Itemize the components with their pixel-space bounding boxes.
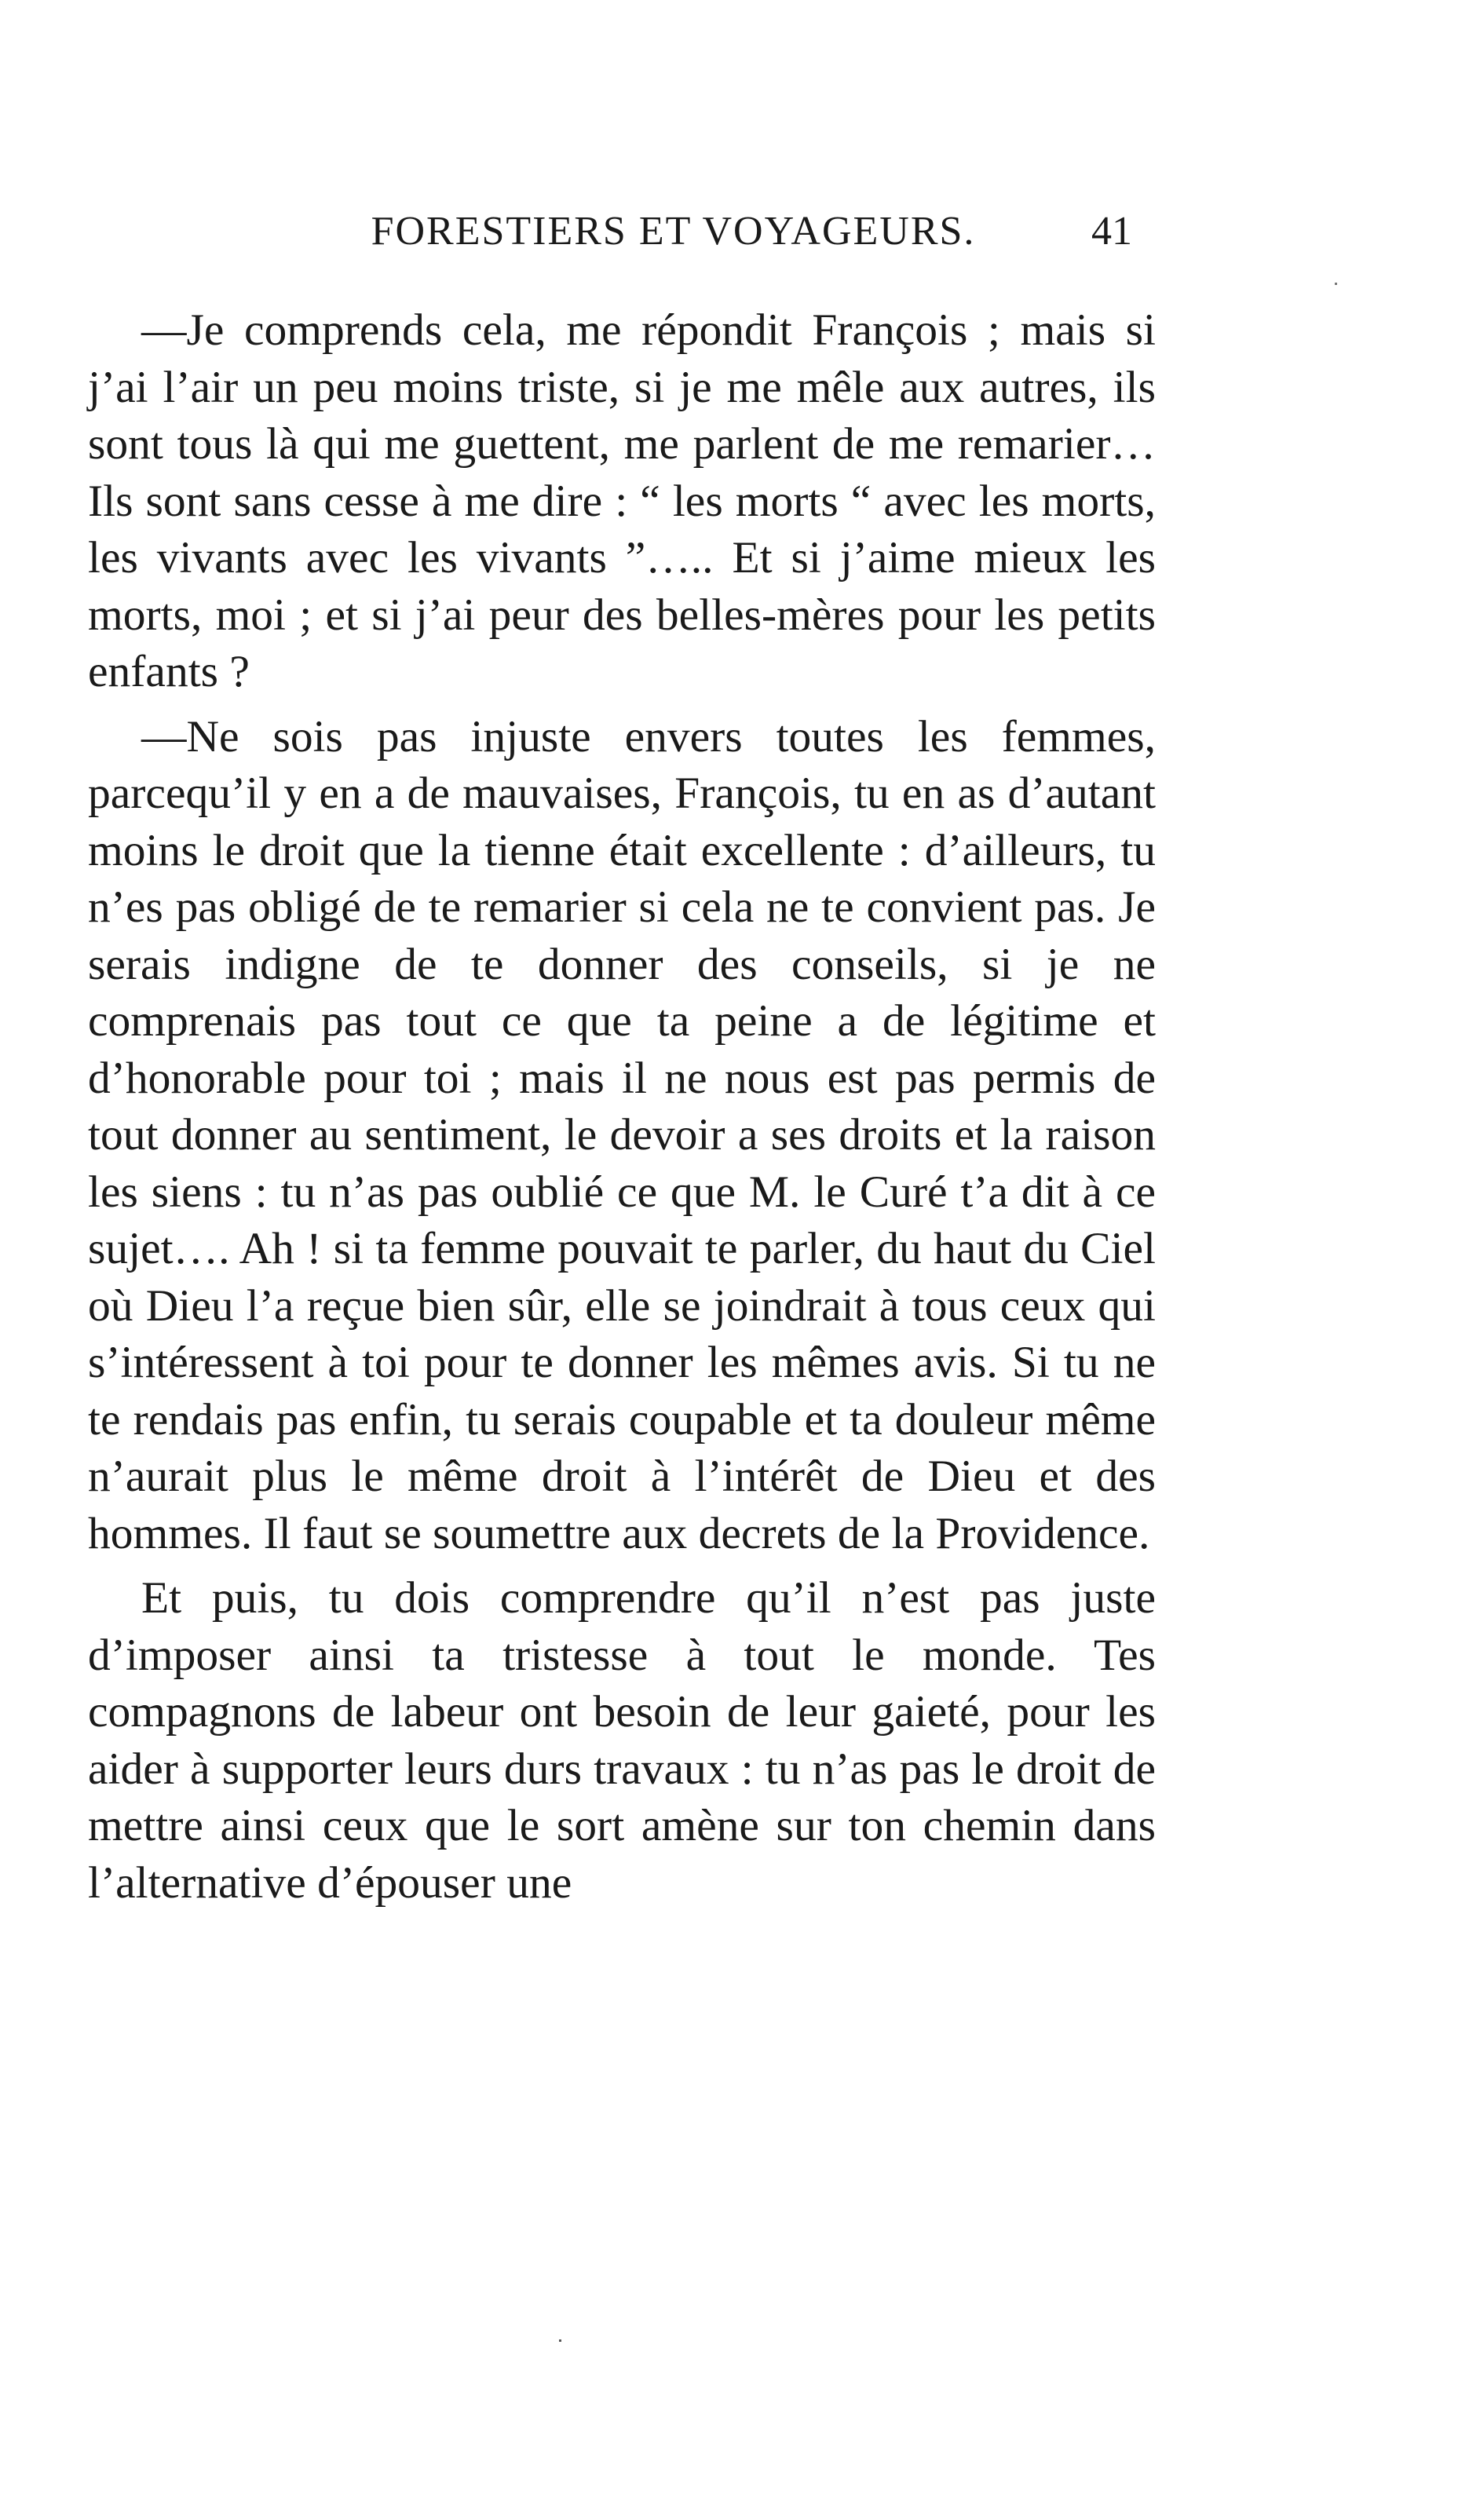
bottom-speck xyxy=(559,2339,561,2342)
running-head xyxy=(0,208,1480,263)
page-number: 41 xyxy=(1091,209,1132,254)
edge-speck xyxy=(1335,283,1337,285)
paragraph: —Je comprends cela, me répondit François ; mais si j’ai l’air un peu moins triste, si je me mêle aux autres, ils sont tous là qui me guettent, me parlent de me remarier… Ils sont sans cesse à me dire : “ les morts “ avec les morts, les vivants avec les vivants ”….. Et si j’aime mieux les morts, moi ; et si j’ai peur des belles-mères pour les petits enfants ? xyxy=(88,305,1156,696)
paragraph: Et puis, tu dois comprendre qu’il n’est pas juste d’imposer ainsi ta tristesse à tout le monde. Tes compagnons de labeur ont besoin de leur gaieté, pour les aider à supporter leurs durs travaux : tu n’as pas le droit de mettre ainsi ceux que le sort amène sur ton chemin dans l’alternative d’épouser une xyxy=(88,1573,1156,1908)
running-title: FORESTIERS ET VOYAGEURS. xyxy=(371,209,976,254)
paragraph: —Ne sois pas injuste envers toutes les femmes, parcequ’il y en a de mauvaises, François, tu en as d’autant moins le droit que la tienne était excellente : d’ailleurs, tu n’es pas obligé de te remarier si cela ne te convient pas. Je serais indigne de te donner des conseils, si je ne comprenais pas tout ce que ta peine a de légitime et d’honorable pour toi ; mais il ne nous est pas permis de tout donner au sentiment, le devoir a ses droits et la raison les siens : tu n’as pas oublié ce que M. le Curé t’a dit à ce sujet…. Ah ! si ta femme pouvait te parler, du haut du Ciel où Dieu l’a reçue bien sûr, elle se joindrait à tous ceux qui s’intéressent à toi pour te donner les mêmes avis. Si tu ne te rendais pas enfin, tu serais coupable et ta douleur même n’aurait plus le même droit à l’intérêt de Dieu et des hommes. Il faut se soumettre aux decrets de la Providence. xyxy=(88,711,1156,1558)
body-text xyxy=(88,302,1156,1912)
